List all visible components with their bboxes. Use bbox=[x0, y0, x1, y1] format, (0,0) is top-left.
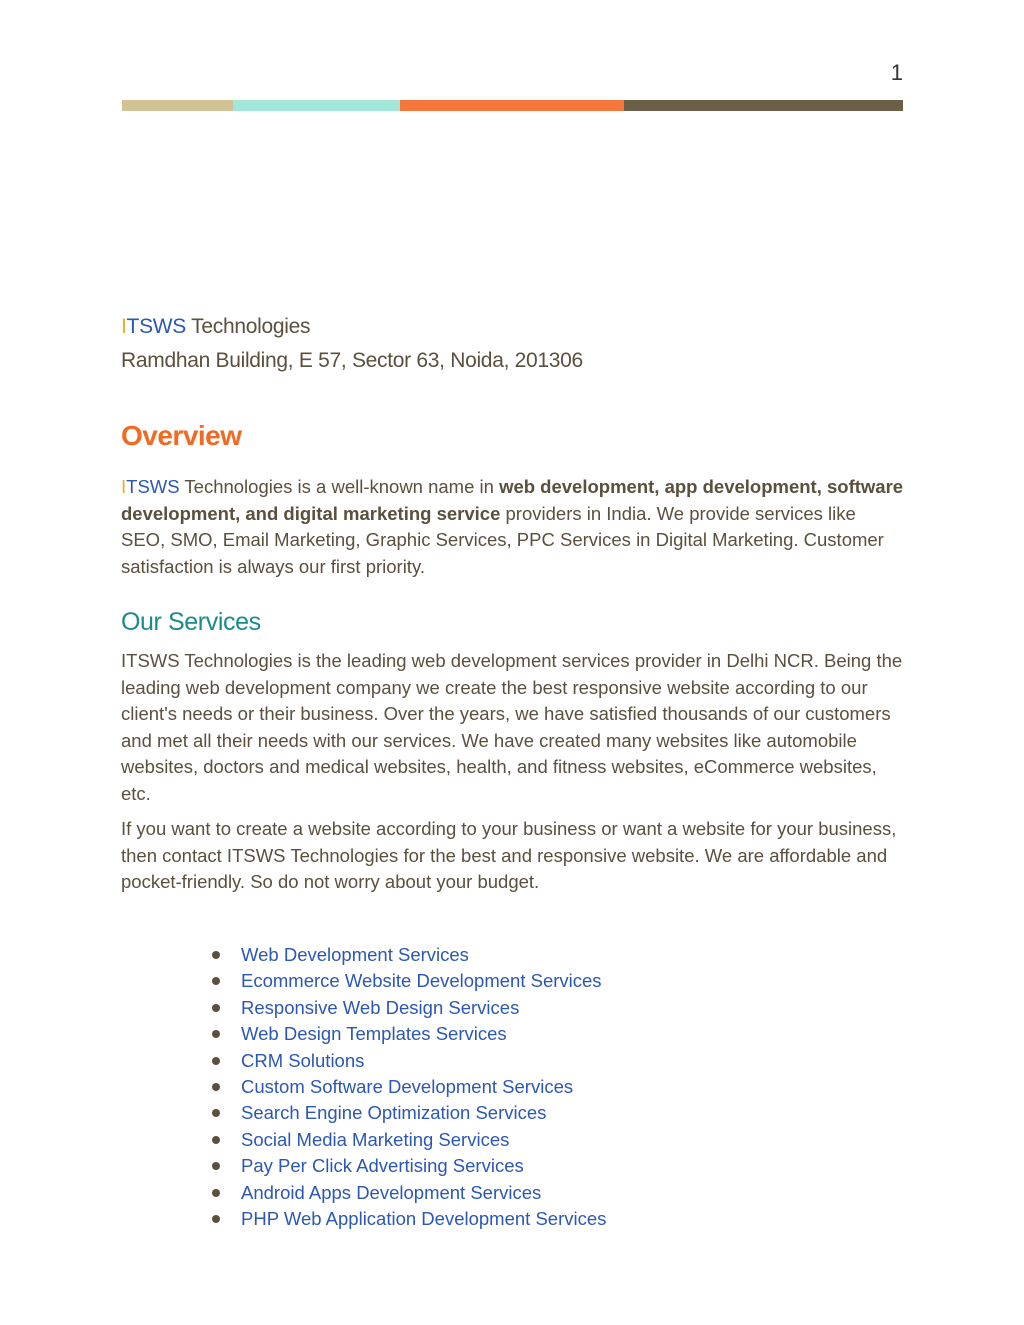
color-bar-segment-1 bbox=[122, 100, 233, 111]
list-item bbox=[212, 1100, 606, 1126]
brand-letter-i: I bbox=[121, 476, 127, 497]
list-item bbox=[212, 1180, 606, 1206]
list-item bbox=[212, 1127, 606, 1153]
bullet-icon bbox=[212, 1030, 220, 1038]
bullet-icon bbox=[212, 1136, 220, 1144]
bullet-icon bbox=[212, 1057, 220, 1065]
service-link[interactable]: Search Engine Optimization Services bbox=[241, 1102, 547, 1124]
overview-bold-services: web development, app development, software development, and digital marketing service bbox=[121, 476, 904, 524]
service-link[interactable]: Web Development Services bbox=[241, 944, 469, 965]
list-item bbox=[212, 1048, 606, 1074]
overview-paragraph bbox=[121, 474, 904, 580]
brand-letter-i: I bbox=[121, 315, 127, 338]
company-name-rest: Technologies bbox=[186, 315, 311, 338]
service-link[interactable]: PHP Web Application Development Services bbox=[241, 1207, 607, 1229]
services-paragraph-2: If you want to create a website according to your business or want a website for your business, then contact ITSWS Technologies for the best and responsive website. We are affordable and pocket-friendly. So do not worry about your budget. bbox=[121, 818, 897, 892]
service-link[interactable]: Social Media Marketing Services bbox=[241, 1128, 510, 1150]
bullet-icon bbox=[212, 951, 220, 959]
company-name bbox=[121, 310, 904, 344]
brand-tsws: TSWS bbox=[126, 476, 180, 497]
services-link-list bbox=[212, 942, 606, 1232]
service-link[interactable]: Responsive Web Design Services bbox=[241, 996, 520, 1018]
color-bar-segment-3 bbox=[400, 100, 624, 111]
list-item bbox=[212, 1206, 606, 1232]
address-block bbox=[121, 310, 904, 378]
brand-tsws: TSWS bbox=[126, 315, 187, 338]
service-link[interactable]: Custom Software Development Services bbox=[241, 1075, 574, 1097]
overview-heading: Overview bbox=[121, 420, 242, 451]
bullet-icon bbox=[212, 977, 220, 985]
service-link[interactable]: Android Apps Development Services bbox=[241, 1181, 542, 1203]
list-item bbox=[212, 968, 606, 994]
color-bar-segment-2 bbox=[233, 100, 400, 111]
list-item bbox=[212, 1153, 606, 1179]
company-address: Ramdhan Building, E 57, Sector 63, Noida, 201306 bbox=[121, 349, 583, 372]
service-link[interactable]: Pay Per Click Advertising Services bbox=[241, 1155, 524, 1177]
bullet-icon bbox=[212, 1004, 220, 1012]
color-bar-segment-4 bbox=[624, 100, 903, 111]
overview-text-before: Technologies is a well-known name in bbox=[179, 476, 500, 497]
list-item bbox=[212, 1021, 606, 1047]
bullet-icon bbox=[212, 1189, 220, 1197]
service-link[interactable]: CRM Solutions bbox=[241, 1049, 365, 1071]
list-item bbox=[212, 1074, 606, 1100]
bullet-icon bbox=[212, 1215, 220, 1223]
header-color-bar bbox=[122, 100, 903, 111]
service-link[interactable]: Ecommerce Website Development Services bbox=[241, 970, 602, 992]
bullet-icon bbox=[212, 1083, 220, 1091]
bullet-icon bbox=[212, 1109, 220, 1117]
overview-text-after: providers in India. We provide services like SEO, SMO, Email Marketing, Graphic Services, PPC Services in Digital Marketing. Customer satisfaction is always our first priority. bbox=[121, 502, 884, 577]
services-heading: Our Services bbox=[121, 608, 261, 636]
list-item bbox=[212, 942, 606, 968]
services-paragraph-1: ITSWS Technologies is the leading web development services provider in Delhi NCR. Being the leading web development company we create the best responsive website according to our client's needs or their business. Over the years, we have satisfied thousands of our customers and met all their needs with our services. We have created many websites like automobile websites, doctors and medical websites, health, and fitness websites, eCommerce websites, etc. bbox=[121, 650, 903, 804]
list-item bbox=[212, 995, 606, 1021]
service-link[interactable]: Web Design Templates Services bbox=[241, 1023, 507, 1045]
bullet-icon bbox=[212, 1162, 220, 1170]
page-number: 1 bbox=[890, 60, 903, 85]
